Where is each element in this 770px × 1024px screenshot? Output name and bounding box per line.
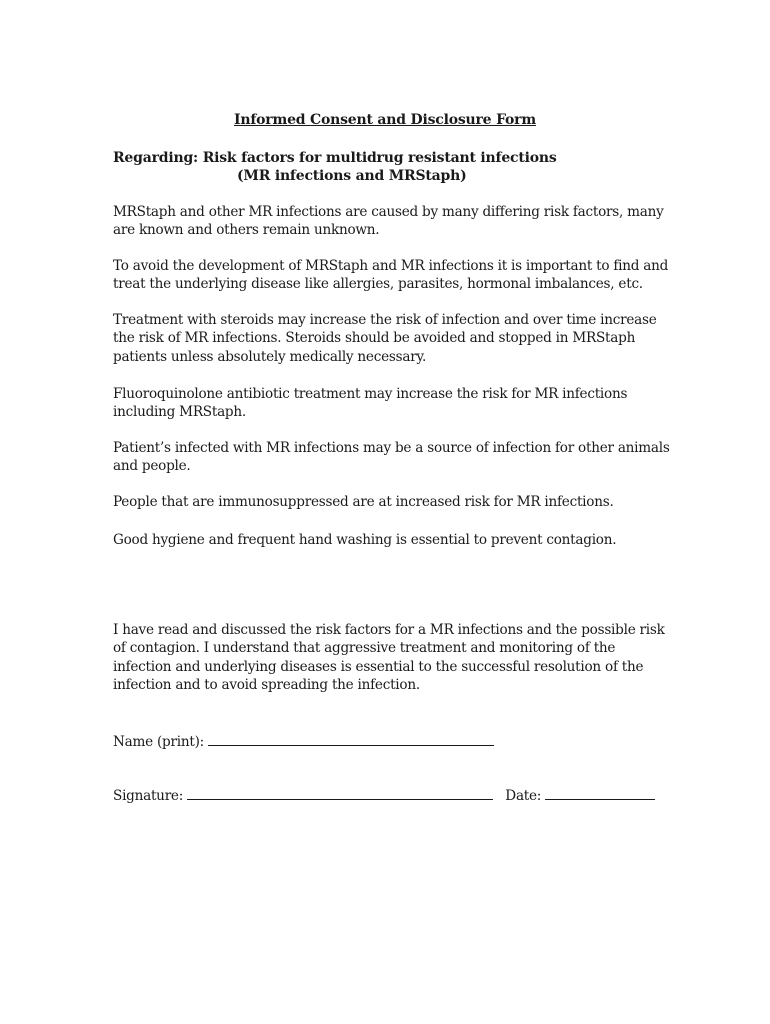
signature-input-line[interactable]: [187, 785, 493, 800]
name-label: Name (print):: [113, 734, 204, 750]
signature-field-row: [113, 785, 655, 804]
date-label: Date:: [505, 788, 542, 804]
paragraph-source-of-infection: Patient’s infected with MR infections may be a source of infection for other animals and people.: [113, 440, 670, 475]
paragraph-fluoroquinolone: Fluoroquinolone antibiotic treatment may increase the risk for MR infections including MRStaph.: [113, 386, 628, 421]
signature-label: Signature:: [113, 788, 184, 804]
regarding-line-2: (MR infections and MRStaph): [237, 168, 467, 184]
paragraph-hygiene: Good hygiene and frequent hand washing is essential to prevent contagion.: [113, 532, 617, 548]
paragraph-immunosuppressed: People that are immunosuppressed are at increased risk for MR infections.: [113, 494, 614, 510]
regarding-line-1: Regarding: Risk factors for multidrug resistant infections: [113, 150, 557, 166]
name-input-line[interactable]: [208, 731, 494, 746]
acknowledgement-paragraph: I have read and discussed the risk factors for a MR infections and the possible risk of contagion. I understand that aggressive treatment and monitoring of the infection and underlying diseases is essential to the successful resolution of the infection and to avoid spreading the infection.: [113, 622, 665, 693]
paragraph-steroids: Treatment with steroids may increase the risk of infection and over time increase the risk of MR infections. Steroids should be avoided and stopped in MRStaph patients unless absolutely medically necessary.: [113, 312, 657, 365]
date-input-line[interactable]: [545, 785, 655, 800]
name-field-row: [113, 731, 494, 750]
regarding-heading: [113, 149, 557, 185]
form-title: Informed Consent and Disclosure Form: [234, 112, 536, 128]
paragraph-avoid-development: To avoid the development of MRStaph and MR infections it is important to find and treat the underlying disease like allergies, parasites, hormonal imbalances, etc.: [113, 258, 669, 293]
paragraph-risk-factors: MRStaph and other MR infections are caused by many differing risk factors, many are known and others remain unknown.: [113, 204, 664, 239]
